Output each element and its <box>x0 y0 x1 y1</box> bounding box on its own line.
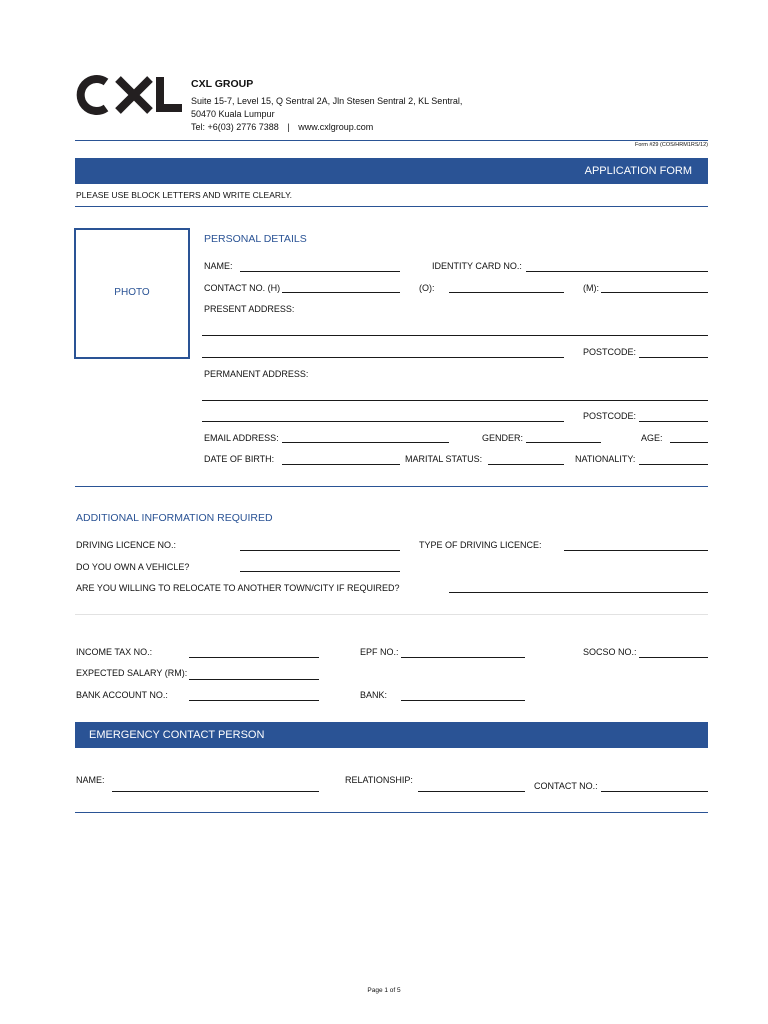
ic-label: IDENTITY CARD NO.: <box>432 261 522 271</box>
present-address-line2[interactable] <box>202 357 564 358</box>
gender-field[interactable] <box>526 442 601 443</box>
additional-divider <box>75 614 708 615</box>
application-form-title: APPLICATION FORM <box>584 165 692 177</box>
relationship-label: RELATIONSHIP: <box>345 775 413 785</box>
bank-label: BANK: <box>360 690 388 700</box>
bank-account-field[interactable] <box>189 700 319 701</box>
company-website[interactable]: www.cxlgroup.com <box>298 122 374 132</box>
email-field[interactable] <box>282 442 449 443</box>
nationality-field[interactable] <box>639 464 708 465</box>
relocate-label: ARE YOU WILLING TO RELOCATE TO ANOTHER TOWN/CITY IF REQUIRED? <box>76 583 400 593</box>
epf-label: EPF NO.: <box>360 647 399 657</box>
application-form-bar <box>75 158 708 184</box>
salary-label: EXPECTED SALARY (RM): <box>76 668 188 678</box>
postcode1-field[interactable] <box>639 357 708 358</box>
epf-field[interactable] <box>401 657 525 658</box>
postcode2-field[interactable] <box>639 421 708 422</box>
form-code: Form #29 (COS/HRM1RS/12) <box>634 142 708 148</box>
header-rule <box>75 140 708 141</box>
marital-label: MARITAL STATUS: <box>405 454 483 464</box>
permanent-address-line2[interactable] <box>202 421 564 422</box>
licence-type-label: TYPE OF DRIVING LICENCE: <box>419 540 542 550</box>
licence-no-field[interactable] <box>240 550 400 551</box>
vehicle-label: DO YOU OWN A VEHICLE? <box>76 562 190 572</box>
personal-details-title: PERSONAL DETAILS <box>204 233 307 245</box>
licence-no-label: DRIVING LICENCE NO.: <box>76 540 177 550</box>
email-label: EMAIL ADDRESS: <box>204 433 279 443</box>
emergency-section-rule <box>75 812 708 813</box>
relocate-field[interactable] <box>449 592 708 593</box>
socso-field[interactable] <box>639 657 708 658</box>
salary-field[interactable] <box>189 679 319 680</box>
vehicle-field[interactable] <box>240 571 400 572</box>
instruction-rule <box>75 206 708 207</box>
dob-label: DATE OF BIRTH: <box>204 454 275 464</box>
contact-h-label: CONTACT NO. (H) <box>204 283 281 293</box>
name-field[interactable] <box>240 271 400 272</box>
nationality-label: NATIONALITY: <box>575 454 636 464</box>
gender-label: GENDER: <box>482 433 524 443</box>
company-logo <box>76 74 184 116</box>
income-tax-label: INCOME TAX NO.: <box>76 647 153 657</box>
marital-field[interactable] <box>488 464 564 465</box>
name-label: NAME: <box>204 261 233 271</box>
company-name: CXL GROUP <box>191 78 254 90</box>
company-address-line2: 50470 Kuala Lumpur <box>191 109 275 119</box>
company-tel: Tel: +6(03) 2776 7388 <box>191 122 279 132</box>
instruction-text: PLEASE USE BLOCK LETTERS AND WRITE CLEARLY. <box>76 190 293 200</box>
photo-label: PHOTO <box>114 287 150 298</box>
relationship-field[interactable] <box>418 791 525 792</box>
emergency-contact-field[interactable] <box>601 791 708 792</box>
age-label: AGE: <box>641 433 663 443</box>
ic-field[interactable] <box>526 271 708 272</box>
emergency-name-field[interactable] <box>112 791 319 792</box>
permanent-address-label: PERMANENT ADDRESS: <box>204 369 309 379</box>
logo-graphic <box>76 74 184 116</box>
page-number: Page 1 of 5 <box>367 987 401 994</box>
company-address-line1: Suite 15-7, Level 15, Q Sentral 2A, Jln Stesen Sentral 2, KL Sentral, <box>191 96 463 106</box>
bank-account-label: BANK ACCOUNT NO.: <box>76 690 168 700</box>
company-contact-line <box>191 122 373 132</box>
income-tax-field[interactable] <box>189 657 319 658</box>
postcode2-label: POSTCODE: <box>583 411 637 421</box>
present-address-label: PRESENT ADDRESS: <box>204 304 295 314</box>
dob-field[interactable] <box>282 464 400 465</box>
licence-type-field[interactable] <box>564 550 708 551</box>
bank-field[interactable] <box>401 700 525 701</box>
personal-section-rule <box>75 486 708 487</box>
emergency-contact-title: EMERGENCY CONTACT PERSON <box>89 729 265 741</box>
separator: | <box>287 122 290 132</box>
emergency-contact-label: CONTACT NO.: <box>534 781 598 791</box>
permanent-address-line1[interactable] <box>202 400 708 401</box>
contact-h-field[interactable] <box>282 292 400 293</box>
emergency-contact-bar <box>75 722 708 748</box>
photo-box[interactable] <box>74 228 190 359</box>
contact-m-field[interactable] <box>601 292 708 293</box>
age-field[interactable] <box>670 442 708 443</box>
emergency-name-label: NAME: <box>76 775 105 785</box>
contact-o-field[interactable] <box>449 292 564 293</box>
additional-info-title: ADDITIONAL INFORMATION REQUIRED <box>76 512 273 524</box>
present-address-line1[interactable] <box>202 335 708 336</box>
contact-o-label: (O): <box>419 283 435 293</box>
socso-label: SOCSO NO.: <box>583 647 637 657</box>
contact-m-label: (M): <box>583 283 599 293</box>
postcode1-label: POSTCODE: <box>583 347 637 357</box>
